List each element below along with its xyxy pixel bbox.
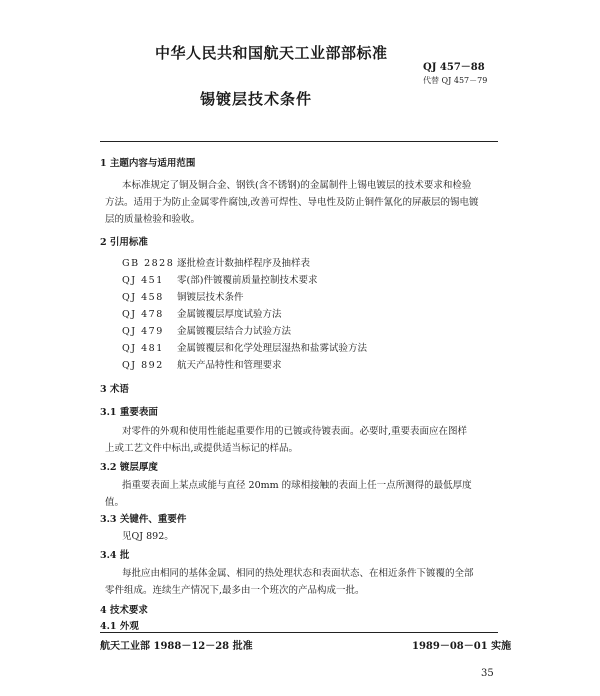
section-3-3-paragraph: 见QJ 892。 bbox=[122, 531, 174, 542]
section-3-4-heading: 3.4 批 bbox=[100, 550, 130, 561]
page-number: 35 bbox=[481, 668, 494, 679]
section-3-heading: 3 术语 bbox=[100, 384, 129, 395]
reference-item bbox=[122, 323, 291, 337]
section-3-1-paragraph-line: 对零件的外观和使用性能起重要作用的已镀或待镀表面。必要时,重要表面应在图样 bbox=[122, 426, 468, 437]
standard-code: QJ 457－88 bbox=[423, 62, 485, 73]
reference-item bbox=[122, 340, 367, 354]
footer-rule bbox=[100, 632, 498, 633]
reference-code: QJ 478 bbox=[122, 309, 164, 320]
reference-code: QJ 451 bbox=[122, 275, 164, 286]
reference-title: 金属镀覆层厚度试验方法 bbox=[177, 309, 282, 320]
section-3-1-heading: 3.1 重要表面 bbox=[100, 407, 158, 418]
section-4-1-heading: 4.1 外观 bbox=[100, 621, 139, 632]
issuing-organization: 中华人民共和国航天工业部部标准 bbox=[155, 44, 388, 62]
section-1-paragraph-line: 本标准规定了铜及铜合金、钢铁(含不锈钢)的金属制件上锡电镀层的技术要求和检验 bbox=[122, 180, 472, 191]
reference-title: 铜镀层技术条件 bbox=[177, 292, 244, 303]
header-rule bbox=[100, 141, 498, 142]
reference-title: 航天产品特性和管理要求 bbox=[177, 360, 282, 371]
reference-code: QJ 481 bbox=[122, 343, 164, 354]
reference-code: QJ 479 bbox=[122, 326, 164, 337]
replaces-standard: 代替 QJ 457－79 bbox=[423, 76, 488, 85]
section-1-paragraph-line: 层的质量检验和验收。 bbox=[105, 214, 201, 225]
reference-code: QJ 458 bbox=[122, 292, 164, 303]
reference-item bbox=[122, 289, 244, 303]
section-3-4-paragraph-line: 零件组成。连续生产情况下,最多由一个班次的产品构成一批。 bbox=[105, 585, 365, 596]
section-3-1-paragraph-line: 上或工艺文件中标出,或提供适当标记的样品。 bbox=[105, 443, 299, 454]
reference-item bbox=[122, 272, 317, 286]
reference-item bbox=[122, 357, 282, 371]
section-1-paragraph-line: 方法。适用于为防止金属零件腐蚀,改善可焊性、导电性及防止铜件氰化的屏蔽层的锡电镀 bbox=[105, 197, 479, 208]
section-2-heading: 2 引用标准 bbox=[100, 237, 148, 248]
section-4-heading: 4 技术要求 bbox=[100, 605, 148, 616]
approval-date: 航天工业部 1988－12－28 批准 bbox=[100, 641, 253, 652]
section-3-2-paragraph-line: 值。 bbox=[105, 497, 125, 508]
section-3-2-heading: 3.2 镀层厚度 bbox=[100, 462, 158, 473]
reference-title: 金属镀覆层结合力试验方法 bbox=[177, 326, 292, 337]
reference-item bbox=[122, 255, 310, 269]
section-3-4-paragraph-line: 每批应由相同的基体金属、相同的热处理状态和表面状态、在相近条件下镀覆的全部 bbox=[122, 568, 474, 579]
reference-code: GB 2828 bbox=[122, 258, 175, 269]
reference-title: 逐批检查计数抽样程序及抽样表 bbox=[177, 258, 311, 269]
document-title: 锡镀层技术条件 bbox=[200, 90, 313, 108]
section-3-3-heading: 3.3 关键件、重要件 bbox=[100, 514, 187, 525]
implementation-date: 1989－08－01 实施 bbox=[412, 641, 512, 652]
reference-item bbox=[122, 306, 282, 320]
section-1-heading: 1 主题内容与适用范围 bbox=[100, 158, 196, 169]
section-3-2-paragraph-line: 指重要表面上某点或能与直径 20mm 的球相接触的表面上任一点所测得的最低厚度 bbox=[122, 480, 472, 491]
reference-title: 金属镀覆层和化学处理层湿热和盐雾试验方法 bbox=[177, 343, 368, 354]
reference-code: QJ 892 bbox=[122, 360, 164, 371]
reference-title: 零(部)件镀覆前质量控制技术要求 bbox=[177, 275, 318, 286]
